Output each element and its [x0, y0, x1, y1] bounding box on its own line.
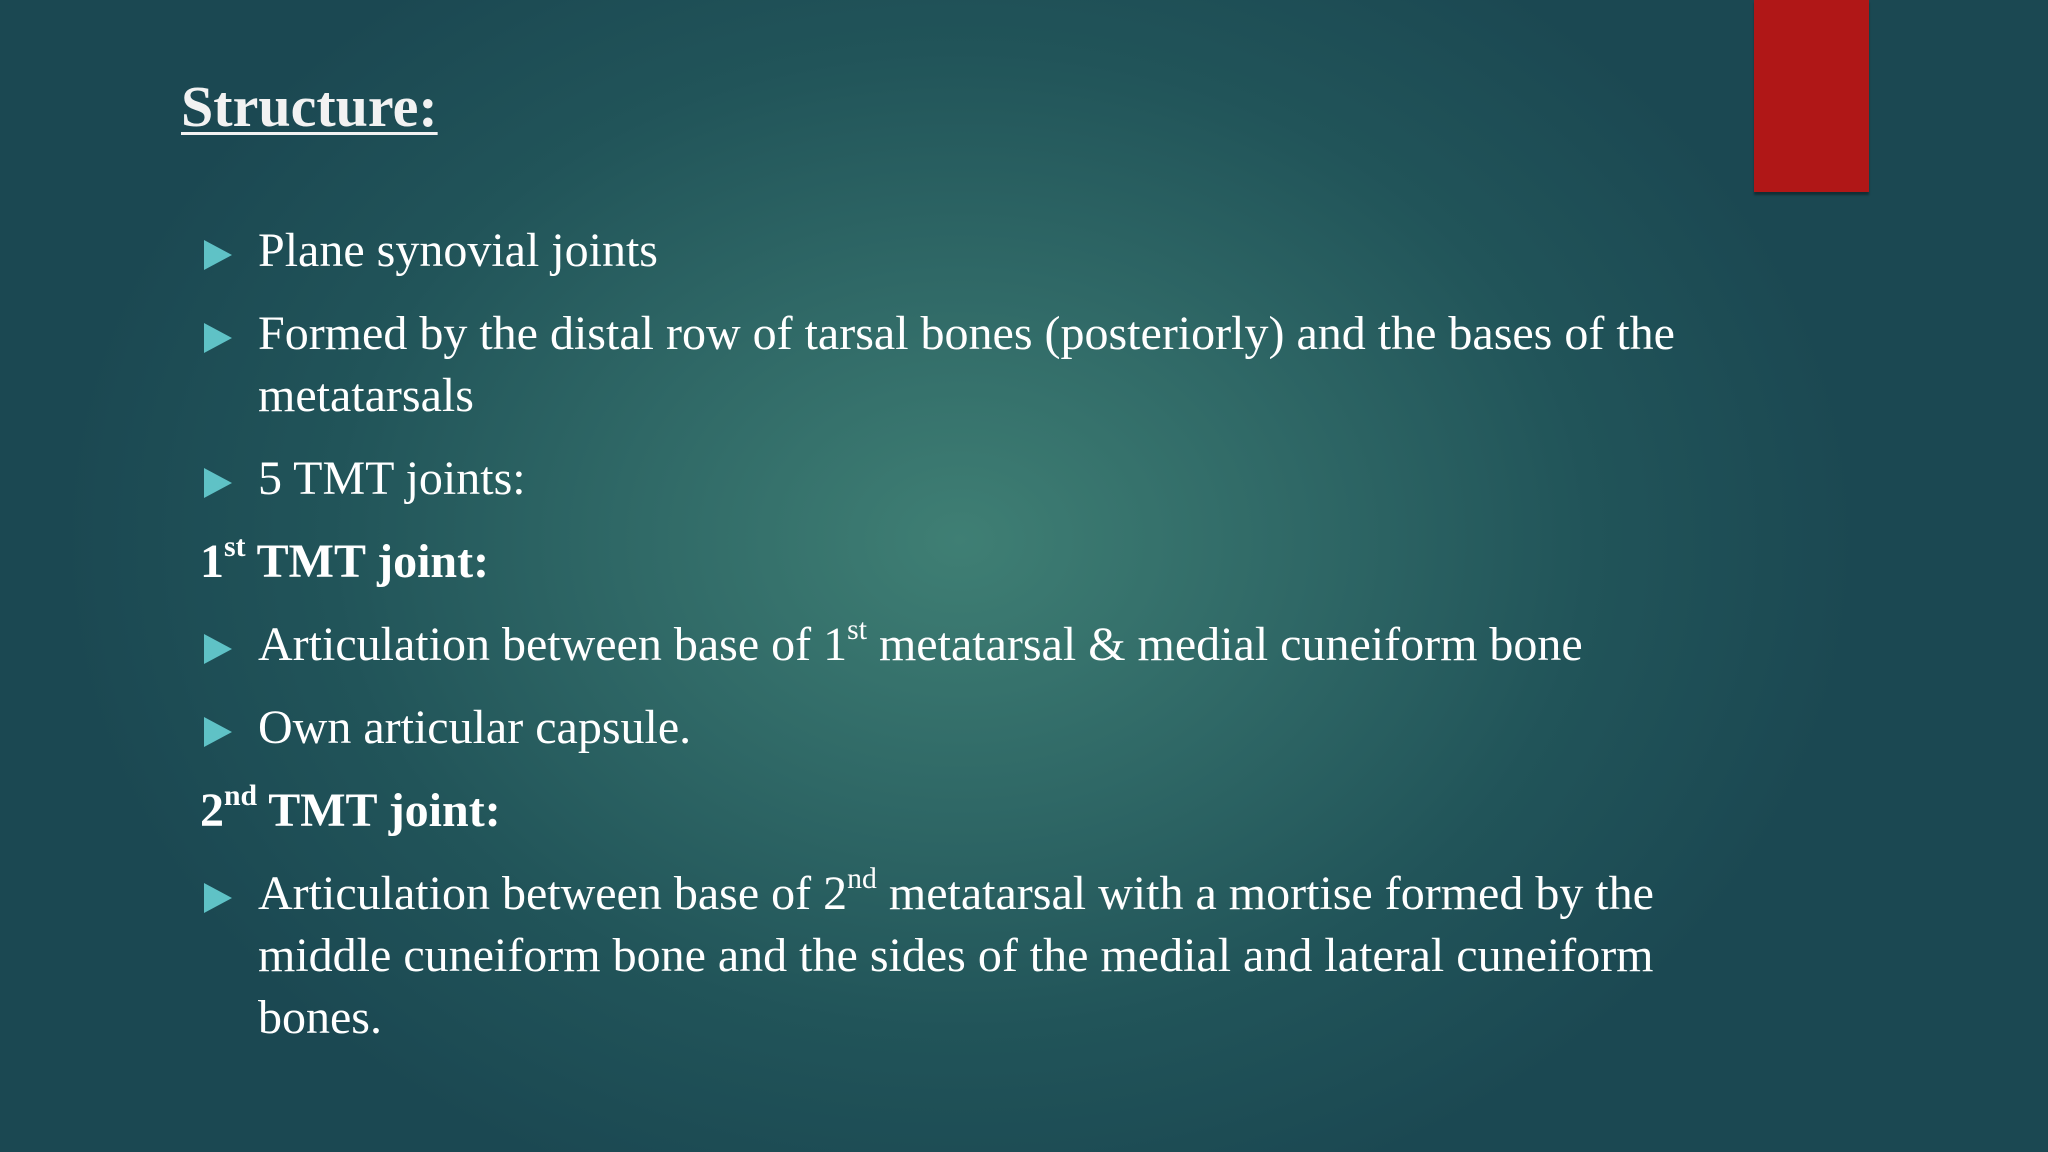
heading-number: 1	[200, 535, 224, 588]
heading-ordinal: st	[224, 529, 246, 563]
heading-text: TMT joint:	[245, 535, 490, 588]
heading-number: 2	[200, 784, 224, 837]
bullet-text: Formed by the distal row of tarsal bones (posteriorly) and the bases of the metatarsals	[258, 307, 1675, 422]
bullet-text: Own articular capsule.	[258, 701, 692, 754]
triangle-bullet-icon	[204, 634, 232, 664]
triangle-bullet-icon	[204, 323, 232, 353]
bullet-text: 5 TMT joints:	[258, 452, 526, 505]
bullet-item	[196, 448, 1696, 510]
bullet-text: metatarsal & medial cuneiform bone	[866, 618, 1583, 671]
bullet-item	[196, 614, 1696, 676]
ordinal-suffix: st	[847, 612, 867, 646]
ordinal-suffix: nd	[847, 861, 877, 895]
bullet-item	[196, 697, 1696, 759]
bullet-text: metatarsal with a mortise formed by the middle cuneiform bone and the sides of the medial and lateral cuneiform bones.	[258, 867, 1654, 1044]
triangle-bullet-icon	[204, 883, 232, 913]
bullet-text: Articulation between base of 1	[258, 618, 848, 671]
triangle-bullet-icon	[204, 240, 232, 270]
bullet-item	[196, 220, 1696, 282]
heading-ordinal: nd	[224, 778, 258, 812]
slide-content	[196, 220, 1696, 1070]
bullet-text: Articulation between base of 2	[258, 867, 848, 920]
triangle-bullet-icon	[204, 717, 232, 747]
bullet-text: Plane synovial joints	[258, 224, 658, 277]
bullet-item	[196, 303, 1696, 427]
accent-bar	[1754, 0, 1869, 192]
triangle-bullet-icon	[204, 468, 232, 498]
section-heading	[196, 531, 1696, 593]
slide-title: Structure:	[181, 74, 438, 139]
section-heading	[196, 780, 1696, 842]
bullet-item	[196, 863, 1696, 1049]
heading-text: TMT joint:	[257, 784, 501, 837]
